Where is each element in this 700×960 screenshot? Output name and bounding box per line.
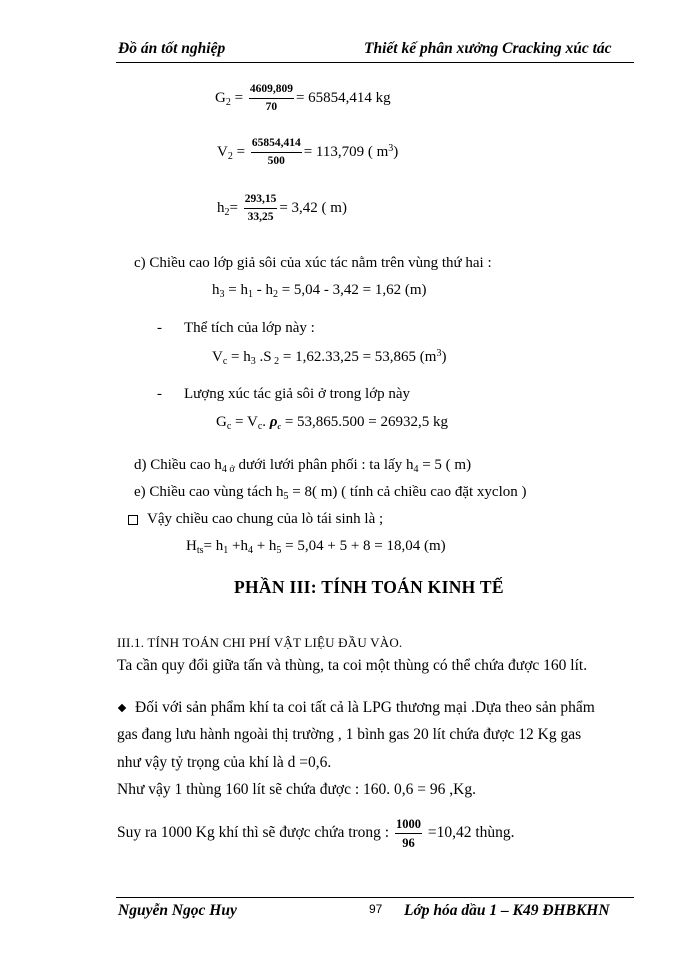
- volume-label: - Thể tích của lớp này :: [157, 320, 315, 336]
- fraction-denominator: 33,25: [247, 210, 274, 223]
- rho-symbol: $\rho_c$: [269, 414, 282, 431]
- checkbox-bullet-icon: [128, 515, 138, 525]
- header-left: Đồ án tốt nghiệp: [118, 40, 226, 57]
- item-d: d) Chiều cao $h_{4 ở}$ dưới lưới phân phối : ta lấy $h_4 = 5$ ( m): [134, 457, 472, 475]
- equation-g2: $G_2$ = $\frac{4609,809}{70}$ = 65854,414 kg: [215, 83, 391, 113]
- diamond-bullet-icon: [118, 704, 126, 712]
- equation-hts: $H_{ts}= h_1 +h_4 + h_5 = 5,04 + 5 + 8 = 18,04$ (m): [186, 538, 446, 556]
- paragraph-lpg-line2: gas đang lưu hành ngoài thị trường , 1 bình gas 20 lít chứa được 12 Kg gas: [117, 726, 582, 743]
- paragraph-barrel-conversion: Ta cần quy đổi giữa tấn và thùng, ta coi một thùng có thể chứa được 160 lít.: [117, 657, 588, 674]
- paragraph-lpg-line3: như vậy tỷ trọng của khí là d =0,6.: [117, 754, 332, 771]
- section-title: PHẦN III: TÍNH TOÁN KINH TẾ: [234, 577, 504, 597]
- mass-label: - Lượng xúc tác giả sôi ở trong lớp này: [157, 386, 411, 402]
- fraction-numerator: 4609,809: [249, 84, 294, 99]
- fraction-numerator: 1000: [395, 818, 422, 834]
- fraction-denominator: 500: [267, 154, 285, 167]
- total-height-intro: Vậy chiều cao chung của lò tái sinh là ;: [128, 511, 383, 528]
- equation-v2: $V_2$ = $\frac{65854,414}{500}$ = 113,709 ( $m^3$): [217, 137, 399, 167]
- footer-class: Lớp hóa dầu 1 – K49 ĐHBKHN: [404, 902, 610, 919]
- item-e: e) Chiều cao vùng tách $h_5 = 8$( m) ( tính cả chiều cao đặt xyclon ): [134, 484, 527, 502]
- paragraph-barrel-capacity: Như vậy 1 thùng 160 lít sẽ chứa được : 160. 0,6 = 96 ,Kg.: [117, 781, 476, 798]
- fraction-numerator: 65854,414: [251, 138, 302, 153]
- footer-author: Nguyễn Ngọc Huy: [118, 902, 237, 919]
- footer-rule: [116, 897, 634, 898]
- subsection-heading: III.1. TÍNH TOÁN CHI PHÍ VẬT LIỆU ĐẦU VÀO.: [117, 635, 403, 650]
- paragraph-lpg-line1: Đối với sản phẩm khí ta coi tất cả là LPG thương mại .Dựa theo sản phẩm: [117, 699, 595, 717]
- fraction-numerator: 293,15: [244, 194, 278, 209]
- paragraph-barrels-per-ton: Suy ra 1000 Kg khí thì sẽ được chứa trong : $\frac{1000}{96}$ =10,42 thùng.: [117, 817, 515, 850]
- equation-h2: $h_2=$ $\frac{293,15}{33,25}$ = 3,42 ( m): [217, 193, 347, 223]
- header-rule: [116, 62, 634, 63]
- page-number: 97: [369, 902, 383, 916]
- fraction-denominator: 96: [402, 835, 415, 850]
- equation-vc: $V_c = h_3$ .S $_2$ = 1,62.33,25 = 53,865 $(m^3)$: [212, 348, 447, 367]
- header-right: Thiết kế phân xưởng Cracking xúc tác: [364, 40, 612, 57]
- equation-h3: $h_3 = h_1 - h_2 = 5,04 - 3,42 = 1,62$ (m): [212, 282, 427, 300]
- item-c: c) Chiều cao lớp giả sôi của xúc tác nằm trên vùng thứ hai :: [134, 255, 492, 271]
- equation-gc: $G_c = V_c$. $\rho_c = 53,865.500 = 26932,5$ kg: [216, 414, 448, 432]
- fraction-denominator: 70: [265, 100, 278, 113]
